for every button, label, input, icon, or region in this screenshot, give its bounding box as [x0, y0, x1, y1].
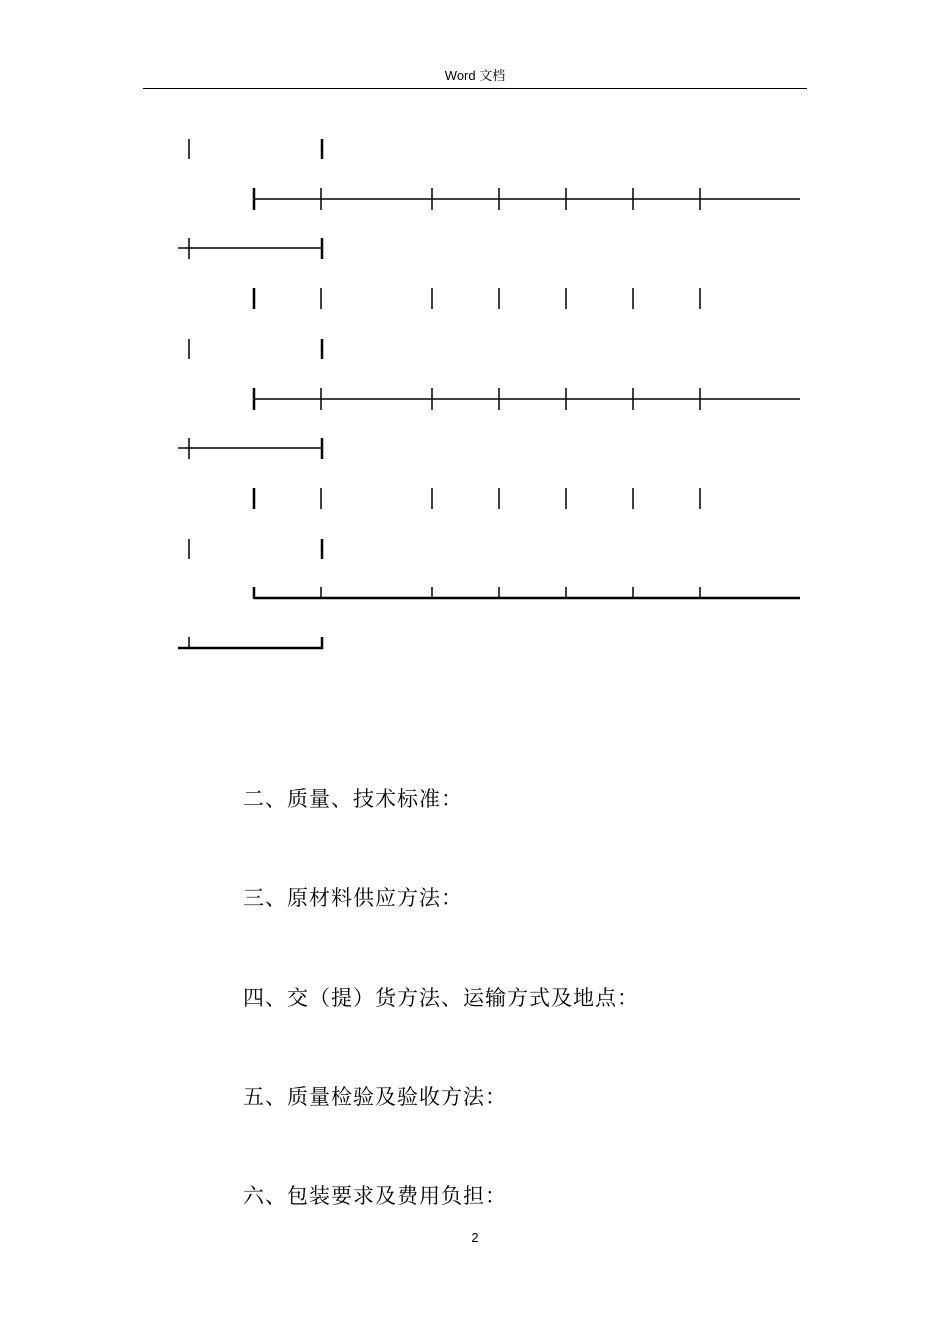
section-heading-quality-standard: 二、质量、技术标准：	[243, 787, 463, 811]
page-number: 2	[471, 1230, 479, 1245]
header-title: Word 文档	[444, 68, 506, 83]
section-heading-inspection-method: 五、质量检验及验收方法：	[243, 1085, 507, 1109]
section-heading-material-supply: 三、原材料供应方法：	[243, 886, 463, 910]
section-heading-packaging: 六、包装要求及费用负担：	[243, 1184, 507, 1208]
section-heading-delivery-method: 四、交（提）货方法、运输方式及地点：	[243, 986, 639, 1010]
